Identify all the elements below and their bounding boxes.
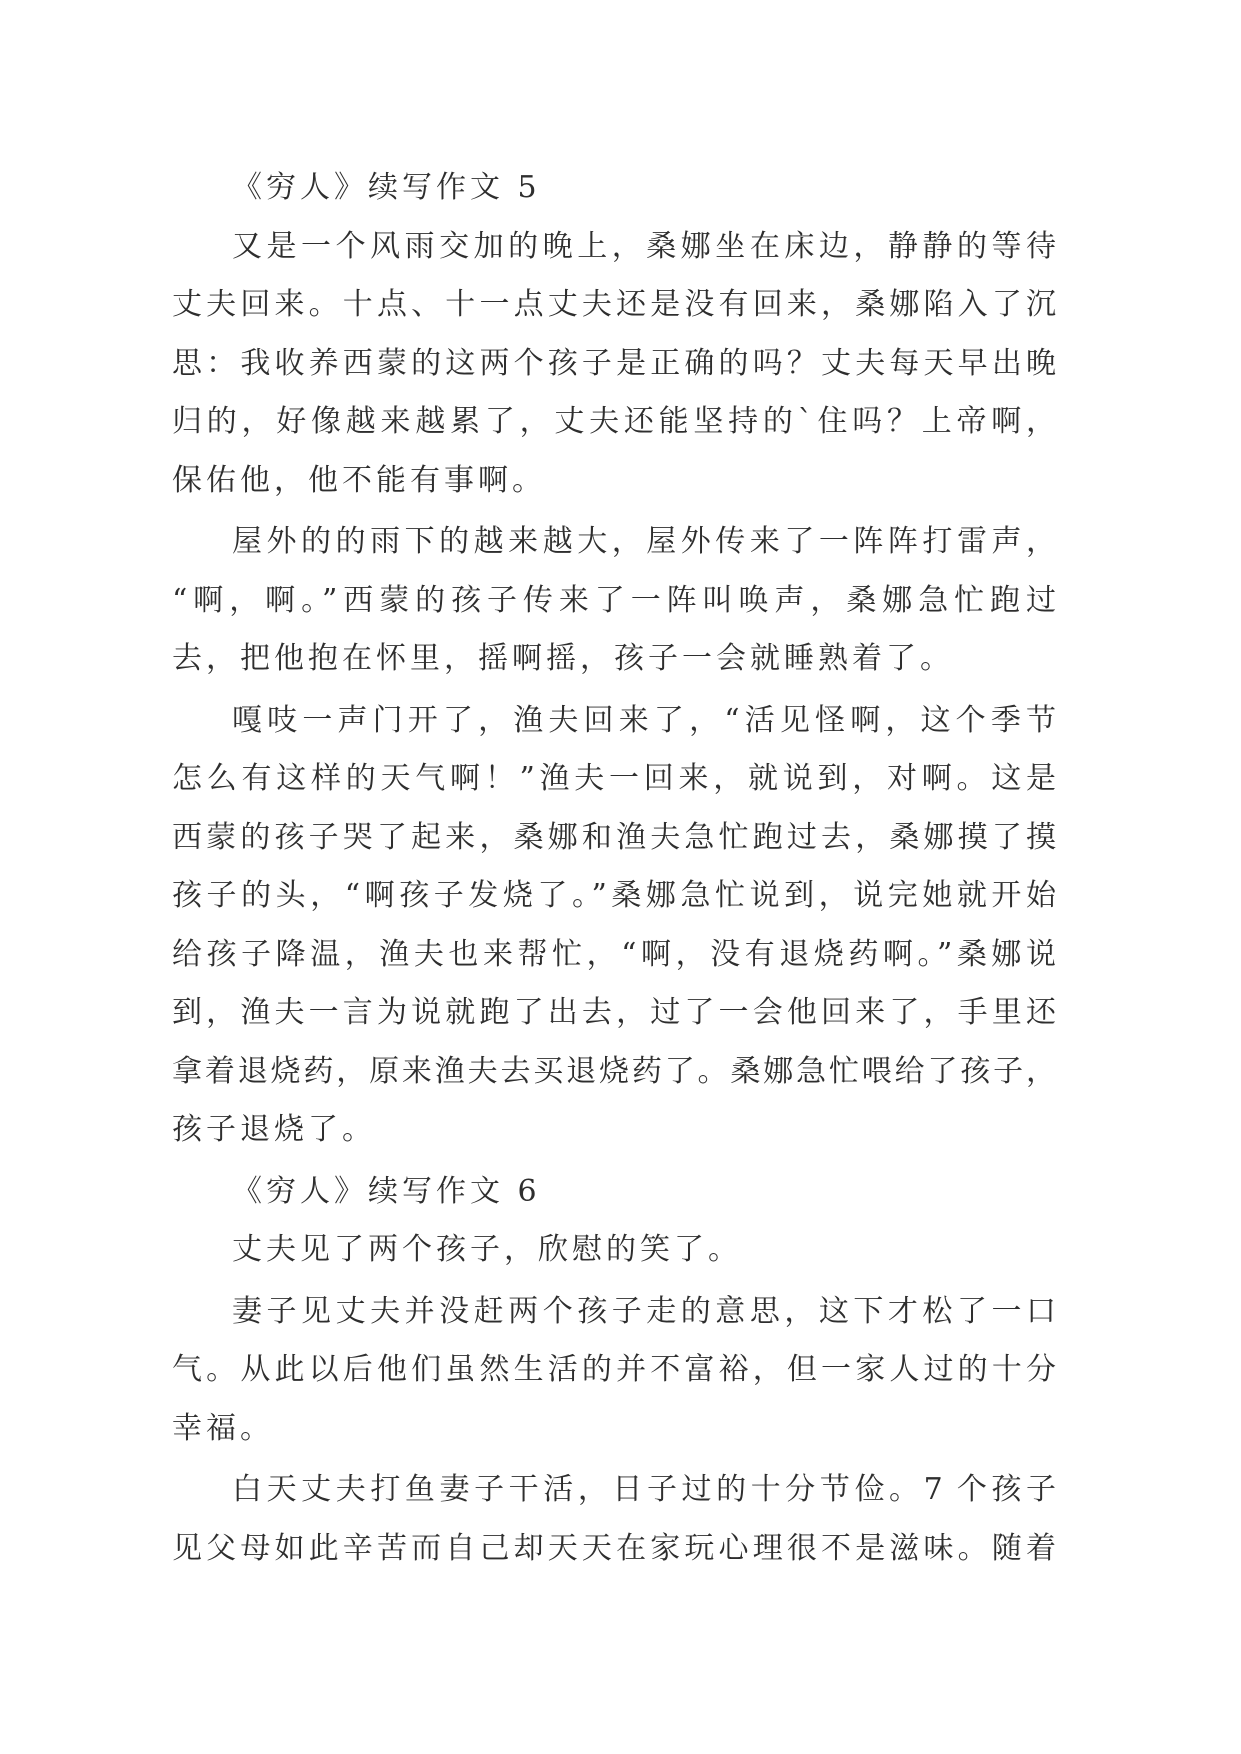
paragraph [172,1283,1056,1459]
paragraph-line: 给孩子降温，渔夫也来帮忙，“啊，没有退烧药啊。”桑娜说 [172,936,1056,972]
paragraph-line: 拿着退烧药，原来渔夫去买退烧药了。桑娜急忙喂给了孩子， [172,1053,1056,1089]
paragraph-line: 思：我收养西蒙的这两个孩子是正确的吗？丈夫每天早出晚 [172,345,1056,381]
paragraph-line: 归的，好像越来越累了，丈夫还能坚持的`住吗？上帝啊， [172,404,1056,439]
section-heading: 《穷人》续写作文 5 [232,170,541,205]
paragraph-line: 怎么有这样的天气啊！”渔夫一回来，就说到，对啊。这是 [172,761,1056,796]
paragraph-line: 幸福。 [172,1410,274,1446]
paragraph-line: 见父母如此辛苦而自己却天天在家玩心理很不是滋味。随着 [172,1530,1056,1566]
paragraph-line: “啊，啊。”西蒙的孩子传来了一阵叫唤声，桑娜急忙跑过 [172,582,1056,618]
paragraph-line: 孩子退烧了。 [172,1112,376,1147]
paragraph [172,513,1056,689]
paragraph [172,218,1056,511]
paragraph-line: 嘎吱一声门开了，渔夫回来了，“活见怪啊，这个季节 [232,702,1056,738]
paragraph [172,692,1056,1160]
section-heading: 《穷人》续写作文 6 [232,1173,541,1209]
paragraph [172,1221,1056,1280]
paragraph-line: 保佑他，他不能有事啊。 [172,462,546,498]
paragraph-line: 西蒙的孩子哭了起来，桑娜和渔夫急忙跑过去，桑娜摸了摸 [172,819,1056,855]
paragraph-line: 去，把他抱在怀里，摇啊摇，孩子一会就睡熟着了。 [172,641,954,676]
paragraph-line: 气。从此以后他们虽然生活的并不富裕，但一家人过的十分 [172,1352,1056,1387]
paragraph [172,1461,1056,1578]
paragraph-line: 屋外的的雨下的越来越大，屋外传来了一阵阵打雷声， [232,524,1056,559]
paragraph-line: 到，渔夫一言为说就跑了出去，过了一会他回来了，手里还 [172,995,1056,1030]
paragraph-line: 丈夫回来。十点、十一点丈夫还是没有回来，桑娜陷入了沉 [172,287,1056,322]
paragraph-line: 妻子见丈夫并没赶两个孩子走的意思，这下才松了一口 [232,1293,1056,1329]
paragraph-line: 又是一个风雨交加的晚上，桑娜坐在床边，静静的等待 [232,228,1056,264]
paragraph-line: 孩子的头，“啊孩子发烧了。”桑娜急忙说到，说完她就开始 [172,878,1056,913]
document-body [172,159,1056,1581]
paragraph-line: 白天丈夫打鱼妻子干活，日子过的十分节俭。7 个孩子 [232,1472,1056,1507]
paragraph-line: 丈夫见了两个孩子，欣慰的笑了。 [232,1232,742,1267]
